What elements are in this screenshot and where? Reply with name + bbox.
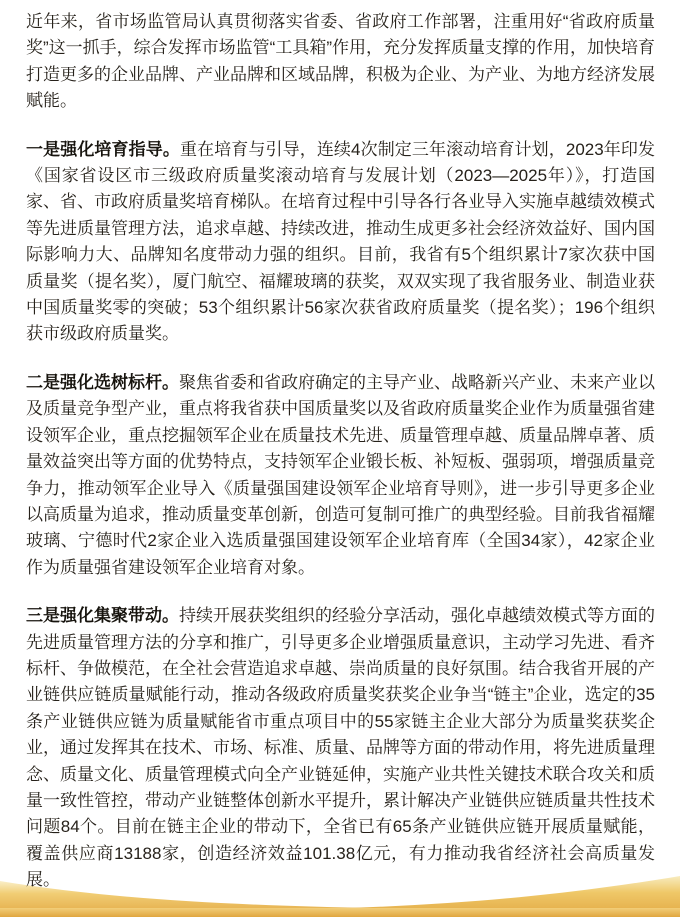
paragraph-text: 聚焦省委和省政府确定的主导产业、战略新兴产业、未来产业以及质量竞争型产业，重点将我省获中国质量奖以及省政府质量奖企业作为质量强省建设领军企业，重点挖掘领军企业在质量技术先进、质量管理卓越、质量品牌卓著、质量效益突出等方面的优势特点，支持领军企业锻长板、补短板、强弱项，增强质量竞争力，推动领军企业导入《质量强国建设领军企业培育导则》，进一步引导更多企业以高质量为追求，推动质量变革创新，创造可复制可推广的典型经验。目前我省福耀玻璃、宁德时代2家企业入选质量强国建设领军企业培育库（全国34家），42家企业作为质量强省建设领军企业培育对象。 [26, 372, 655, 577]
paragraph-intro [26, 9, 655, 115]
paragraph-lead: 三是强化集聚带动。 [26, 606, 179, 626]
paragraph-point-3 [26, 603, 655, 893]
paragraph-text: 持续开展获奖组织的经验分享活动，强化卓越绩效模式等方面的先进质量管理方法的分享和推广，引导更多企业增强质量意识，主动学习先进、看齐标杆、争做模范，在全社会营造追求卓越、崇尚质量的良好氛围。结合我省开展的产业链供应链质量赋能行动，推动各级政府质量奖获奖企业争当“链主”企业，选定的35条产业链供应链为质量赋能省市重点项目中的55家链主企业大部分为质量奖获奖企业，通过发挥其在技术、市场、标准、质量、品牌等方面的带动作用，将先进质量理念、质量文化、质量管理模式向全产业链延伸，实施产业共性关键技术联合攻关和质量一致性管控，带动产业链整体创新水平提升，累计解决产业链供应链质量共性技术问题84个。目前在链主企业的带动下，全省已有65条产业链供应链开展质量赋能，覆盖供应商13188家，创造经济效益101.38亿元，有力推动我省经济社会高质量发展。 [26, 606, 655, 890]
paragraph-point-1 [26, 137, 655, 348]
paragraph-point-2 [26, 370, 655, 581]
paragraph-lead: 一是强化培育指导。 [26, 139, 180, 159]
paragraph-text: 近年来，省市场监管局认真贯彻落实省委、省政府工作部署，注重用好“省政府质量奖”这一抓手，综合发挥市场监管“工具箱”作用，充分发挥质量支撑的作用，加快培育打造更多的企业品牌、产业品牌和区域品牌，积极为企业、为产业、为地方经济发展赋能。 [26, 12, 655, 111]
paragraph-text: 重在培育与引导，连续4次制定三年滚动培育计划，2023年印发《国家省设区市三级政府质量奖滚动培育与发展计划（2023—2025年）》，打造国家、省、市政府质量奖培育梯队。在培育过程中引导各行各业导入实施卓越绩效模式等先进质量管理方法，追求卓越、持续改进，推动生成更多社会经济效益好、国内国际影响力大、品牌知名度带动力强的组织。目前，我省有5个组织累计7家次获中国质量奖（提名奖），厦门航空、福耀玻璃的获奖，双双实现了我省服务业、制造业获中国质量奖零的突破；53个组织累计56家次获省政府质量奖（提名奖）；196个组织获市级政府质量奖。 [26, 139, 656, 344]
bottom-gold-bar [0, 908, 680, 917]
paragraph-lead: 二是强化选树标杆。 [26, 372, 179, 392]
